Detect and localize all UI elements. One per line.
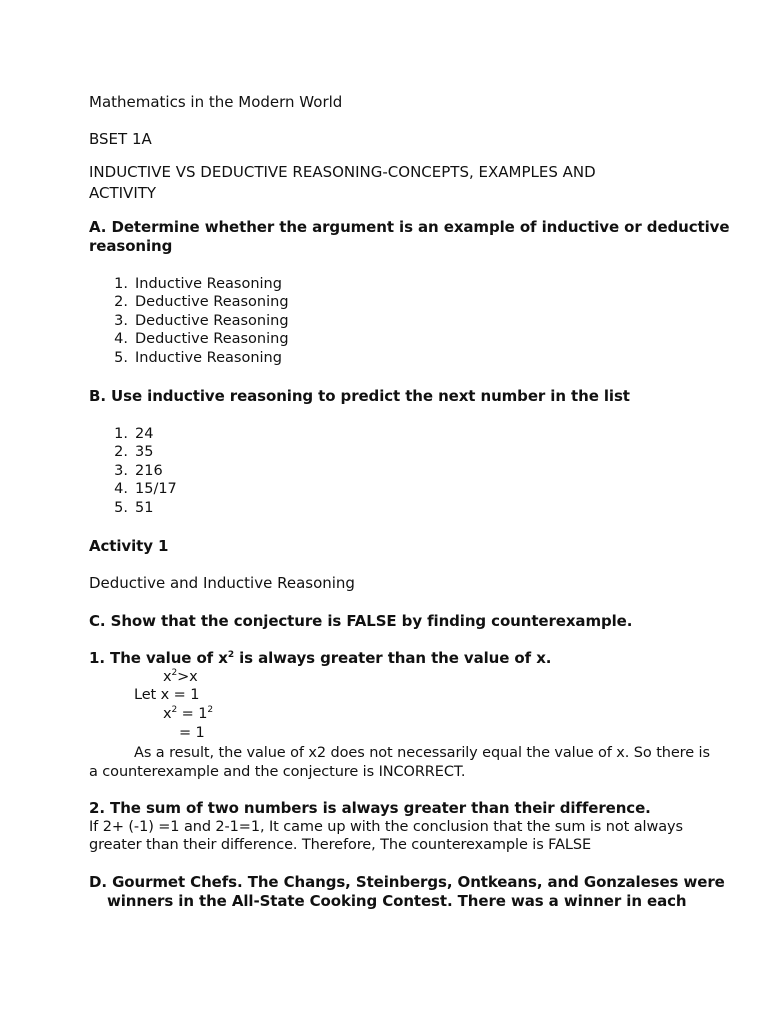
course-title: Mathematics in the Modern World (89, 93, 343, 111)
question-1-conclusion-line1: As a result, the value of x2 does not necessarily equal the value of x. So there is (134, 745, 710, 761)
section-label: BSET 1A (89, 130, 152, 148)
list-item: 3. Deductive Reasoning (114, 313, 289, 329)
list-item: 2. Deductive Reasoning (114, 294, 289, 310)
math-line-result: = 1 (179, 725, 205, 741)
part-c-heading: C. Show that the conjecture is FALSE by finding counterexample. (89, 612, 633, 630)
math-line-inequality: $x^2>x$ (163, 668, 198, 685)
topic-heading-line2: ACTIVITY (89, 184, 157, 202)
part-a-heading-line2: reasoning (89, 237, 173, 255)
list-item: 5. 51 (114, 500, 154, 516)
question-2-answer-line2: greater than their difference. Therefore, The counterexample is FALSE (89, 837, 592, 853)
list-item: 2. 35 (114, 444, 154, 460)
part-d-line1: D. Gourmet Chefs. The Changs, Steinbergs, Ontkeans, and Gonzaleses were (89, 873, 725, 891)
part-a-heading-line1: A. Determine whether the argument is an example of inductive or deductive (89, 218, 730, 236)
question-1-title: 1. The value of $x^2$ is always greater than the value of x. (89, 649, 552, 667)
part-d-line2: winners in the All-State Cooking Contest. There was a winner in each (107, 892, 687, 910)
list-item: 1. Inductive Reasoning (114, 276, 282, 292)
list-item: 1. 24 (114, 426, 154, 442)
list-item: 3. 216 (114, 463, 163, 479)
list-item: 4. Deductive Reasoning (114, 331, 289, 347)
question-1-conclusion-line2: a counterexample and the conjecture is INCORRECT. (89, 764, 466, 780)
part-b-heading: B. Use inductive reasoning to predict the next number in the list (89, 387, 630, 405)
topic-heading-line1: INDUCTIVE VS DEDUCTIVE REASONING-CONCEPTS, EXAMPLES AND (89, 163, 596, 181)
question-2-title: 2. The sum of two numbers is always greater than their difference. (89, 799, 651, 817)
list-item: 5. Inductive Reasoning (114, 350, 282, 366)
math-line-square: $x^2 = 1^2$ (163, 705, 213, 722)
list-item: 4. 15/17 (114, 481, 177, 497)
activity-label: Activity 1 (89, 537, 169, 555)
activity-title: Deductive and Inductive Reasoning (89, 574, 355, 592)
question-2-answer-line1: If 2+ (-1) =1 and 2-1=1, It came up with the conclusion that the sum is not always (89, 819, 683, 835)
math-line-let: Let x = 1 (134, 687, 200, 703)
